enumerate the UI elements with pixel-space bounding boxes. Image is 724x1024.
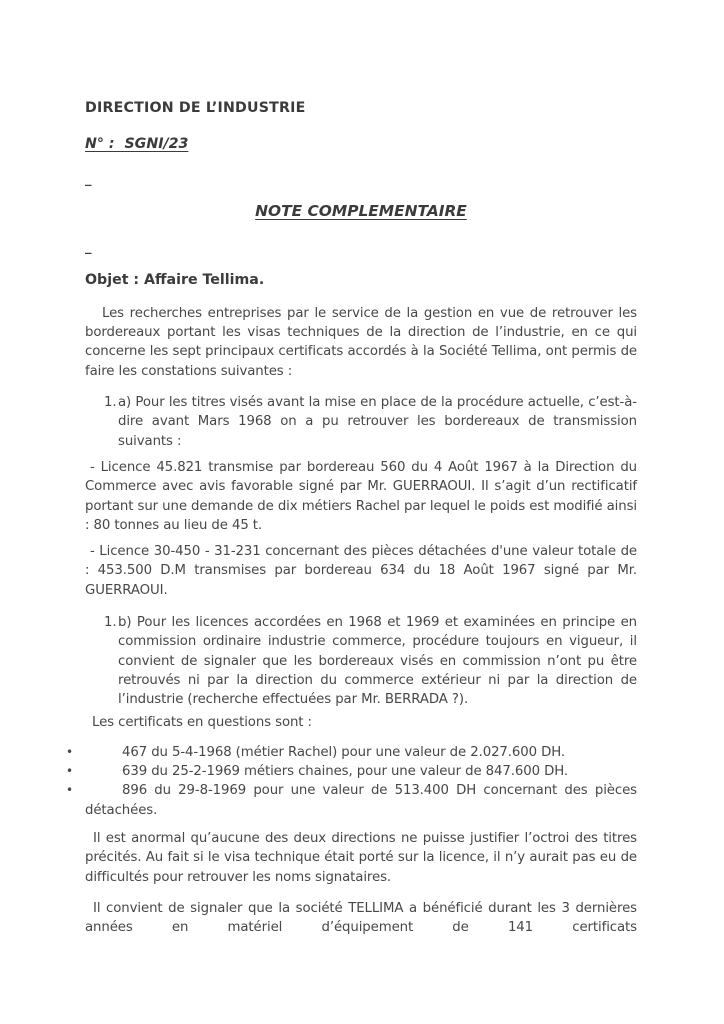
list-item-a	[85, 393, 637, 451]
bullet-icon: •	[66, 744, 73, 759]
separator-dash-glyph: _	[85, 171, 92, 187]
intro-paragraph: Les recherches entreprises par le service de la gestion en vue de retrouver les bordereaux portant les visas techniques de la direction de l’industrie, en ce qui concerne les sept principaux certificats accordés à la Société Tellima, ont permis de faire les constations suivantes :	[85, 305, 637, 379]
licence-paragraph-2: - Licence 30-450 - 31-231 concernant des pièces détachées d'une valeur totale de : 453.500 D.M transmises par bordereau 634 du 18 Août 1967 signé par Mr. GUERRAOUI.	[85, 544, 637, 598]
conclusion-paragraph: Il convient de signaler que la société TELLIMA a bénéficié durant les 3 dernières années en matériel d’équipement de 141 certificats	[85, 900, 637, 936]
certificate-item-text: 639 du 25-2-1969 métiers chaines, pour une valeur de 847.600 DH.	[122, 764, 569, 780]
list-item-a-text: a) Pour les titres visés avant la mise en place de la procédure actuelle, c’est-à-dire avant Mars 1968 on a pu retrouver les bordereaux de transmission suivants :	[118, 395, 637, 449]
certificate-list	[66, 743, 637, 820]
certificate-item	[66, 762, 637, 781]
certificate-item-text: 467 du 5-4-1968 (métier Rachel) pour une valeur de 2.027.600 DH.	[122, 744, 566, 760]
department-heading: DIRECTION DE L’INDUSTRIE	[85, 100, 306, 116]
list-item-b	[85, 613, 637, 709]
separator-dash-2	[85, 239, 637, 255]
certificates-intro: Les certificats en questions sont :	[92, 714, 312, 730]
bullet-icon: •	[66, 764, 73, 779]
separator-dash-1	[85, 171, 637, 187]
separator-dash-glyph: _	[85, 239, 92, 255]
certificate-item-text: 896 du 29-8-1969 pour une valeur de 513.400 DH concernant des pièces détachées.	[85, 783, 637, 818]
list-item-b-text: b) Pour les licences accordées en 1968 et 1969 et examinées en principe en commission ordinaire industrie commerce, procédure toujours en vigueur, il convient de signaler que les bordereaux visés en commission n’ont pu être retrouvés ni par la direction du commerce extérieur ni par la direction de l’industrie (recherche effectuées par Mr. BERRADA ?).	[118, 615, 637, 708]
certificate-item	[66, 743, 637, 762]
anomaly-paragraph: Il est anormal qu’aucune des deux directions ne puisse justifier l’octroi des titres précités. Au fait si le visa technique était porté sur la licence, il n’y aurait pas eu de difficultés pour retrouver les noms signataires.	[85, 831, 637, 885]
bullet-icon: •	[66, 783, 73, 798]
licence-paragraph-1: - Licence 45.821 transmise par bordereau 560 du 4 Août 1967 à la Direction du Commerce avec avis favorable signé par Mr. GUERRAOUI. Il s’agit d’un rectificatif portant sur une demande de dix métiers Rachel par lequel le poids est modifié ainsi : 80 tonnes au lieu de 45 t.	[85, 459, 637, 533]
subject-line: Objet : Affaire Tellima.	[85, 271, 265, 288]
list-item-a-number: 1.	[104, 395, 117, 411]
reference-number: N° : SGNI/23	[85, 136, 189, 153]
list-item-b-number: 1.	[104, 615, 117, 631]
document-body	[66, 304, 637, 938]
note-title: NOTE COMPLEMENTAIRE	[255, 201, 467, 220]
certificate-item	[66, 781, 637, 820]
